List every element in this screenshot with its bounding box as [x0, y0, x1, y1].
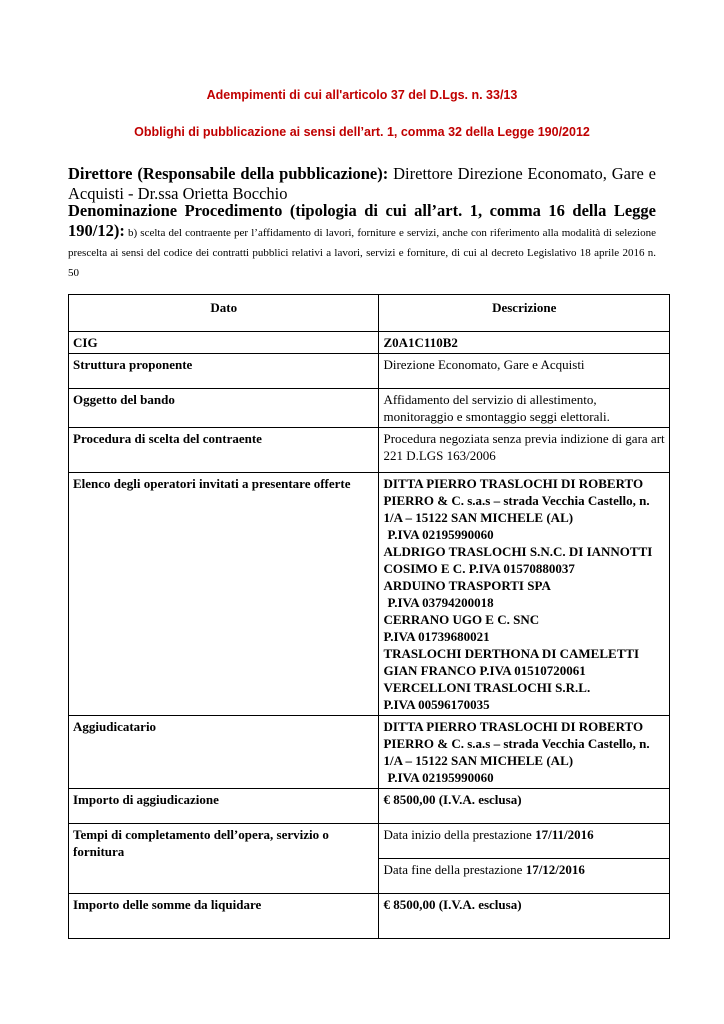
elenco-line: P.IVA 00596170035 — [383, 697, 490, 712]
cig-value: Z0A1C110B2 — [379, 332, 670, 354]
fine-value: 17/12/2016 — [525, 862, 585, 877]
cig-label: CIG — [69, 332, 379, 354]
table-row — [69, 354, 670, 389]
elenco-line: P.IVA 01739680021 — [383, 629, 490, 644]
elenco-line: ARDUINO TRASPORTI SPA — [383, 578, 551, 593]
elenco-line: P.IVA 03794200018 — [387, 595, 494, 610]
elenco-line: ALDRIGO TRASLOCHI S.N.C. DI IANNOTTI COSIMO E C. P.IVA 01570880037 — [383, 544, 653, 576]
procedure-paragraph — [68, 201, 656, 281]
aggiudicatario-line: DITTA PIERRO TRASLOCHI DI ROBERTO PIERRO & C. s.a.s – strada Vecchia Castello, n. 1/A – 15122 SAN MICHELE (AL) — [383, 719, 650, 768]
table-row — [69, 389, 670, 428]
procedure-value: b) scelta del contraente per l’affidamento di lavori, forniture e servizi, anche con riferimento alla modalità di selezione prescelta ai sensi del codice dei contratti pubblici relativi a lavori, servizi e forniture, di cui al decreto Legislativo 18 aprile 2016 n. 50 — [68, 227, 656, 279]
procedura-value: Procedura negoziata senza previa indizione di gara art 221 D.LGS 163/2006 — [379, 428, 670, 473]
director-paragraph — [68, 164, 656, 204]
header-dato: Dato — [69, 295, 379, 332]
director-label: Direttore (Responsabile della pubblicazione): — [68, 164, 389, 183]
aggiudicatario-value — [379, 716, 670, 789]
inizio-cell — [379, 824, 670, 859]
oggetto-label: Oggetto del bando — [69, 389, 379, 428]
inizio-label: Data inizio della prestazione — [383, 827, 536, 842]
procedura-label: Procedura di scelta del contraente — [69, 428, 379, 473]
table-row — [69, 716, 670, 789]
procedure-label: Denominazione Procedimento (tipologia di cui all’art. 1, comma 16 della Legge 190/12): — [68, 201, 656, 240]
elenco-line: P.IVA 02195990060 — [387, 527, 494, 542]
table-row — [69, 428, 670, 473]
table-header-row — [69, 295, 670, 332]
elenco-value — [379, 473, 670, 716]
elenco-line: DITTA PIERRO TRASLOCHI DI ROBERTO PIERRO & C. s.a.s – strada Vecchia Castello, n. 1/A – 15122 SAN MICHELE (AL) — [383, 476, 650, 525]
fine-cell — [379, 859, 670, 894]
importo-label: Importo di aggiudicazione — [69, 789, 379, 824]
director-value: Direttore Direzione Economato, Gare e Acquisti - Dr.ssa Orietta Bocchio — [68, 164, 656, 203]
tempi-label: Tempi di completamento dell’opera, servizio o fornitura — [69, 824, 379, 894]
table-row — [69, 894, 670, 939]
elenco-label: Elenco degli operatori invitati a presentare offerte — [69, 473, 379, 716]
aggiudicatario-line: P.IVA 02195990060 — [387, 770, 494, 785]
header-title-2: Obblighi di pubblicazione ai sensi dell’art. 1, comma 32 della Legge 190/2012 — [134, 125, 590, 139]
fine-label: Data fine della prestazione — [383, 862, 526, 877]
elenco-line: CERRANO UGO E C. SNC — [383, 612, 540, 627]
elenco-line: VERCELLONI TRASLOCHI S.R.L. — [383, 680, 591, 695]
struttura-value: Direzione Economato, Gare e Acquisti — [379, 354, 670, 389]
procurement-table — [68, 294, 670, 939]
table-row — [69, 789, 670, 824]
liquidare-value: € 8500,00 (I.V.A. esclusa) — [379, 894, 670, 939]
header-descrizione: Descrizione — [379, 295, 670, 332]
table-row — [69, 824, 670, 859]
elenco-line: TRASLOCHI DERTHONA DI CAMELETTI GIAN FRANCO P.IVA 01510720061 — [383, 646, 640, 678]
liquidare-label: Importo delle somme da liquidare — [69, 894, 379, 939]
header-title-1: Adempimenti di cui all'articolo 37 del D.Lgs. n. 33/13 — [206, 88, 518, 102]
table-row — [69, 473, 670, 716]
aggiudicatario-label: Aggiudicatario — [69, 716, 379, 789]
inizio-value: 17/11/2016 — [535, 827, 594, 842]
importo-value: € 8500,00 (I.V.A. esclusa) — [379, 789, 670, 824]
oggetto-value: Affidamento del servizio di allestimento, monitoraggio e smontaggio seggi elettorali. — [379, 389, 670, 428]
table-row — [69, 332, 670, 354]
struttura-label: Struttura proponente — [69, 354, 379, 389]
